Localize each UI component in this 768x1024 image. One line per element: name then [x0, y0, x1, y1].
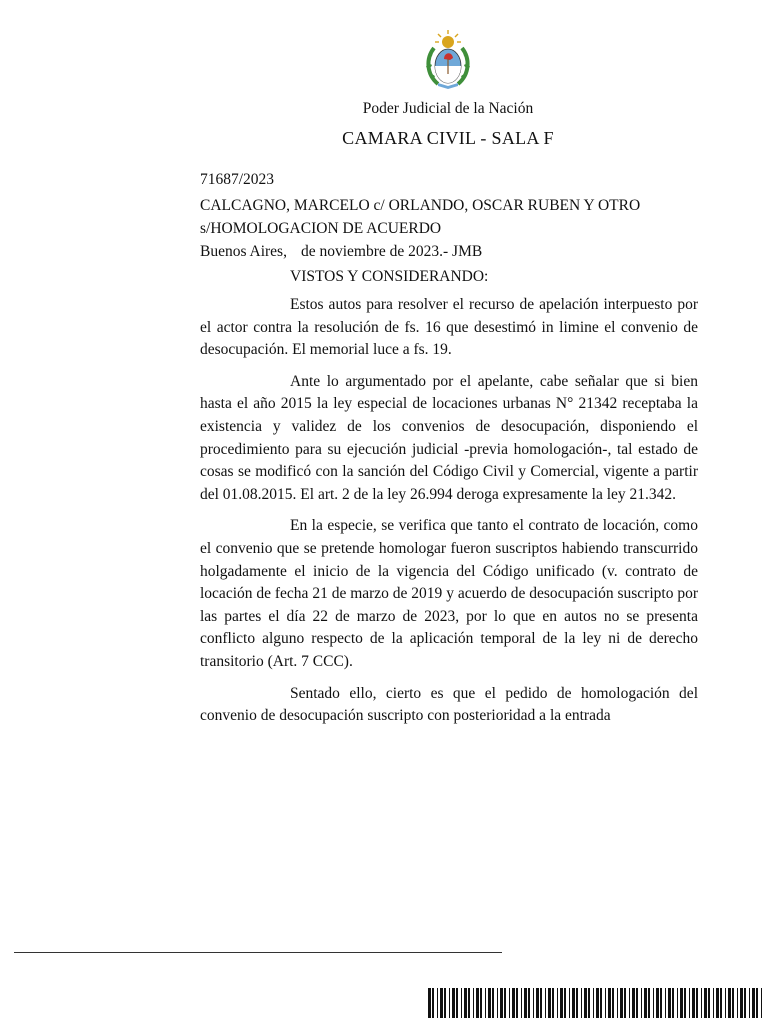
date-value: de noviembre de 2023.- JMB — [300, 243, 483, 260]
paragraph: Sentado ello, cierto es que el pedido de homologación del convenio de desocupación suscripto con posterioridad a la entrada — [200, 684, 698, 725]
coat-of-arms-icon — [424, 28, 472, 90]
paragraph: Estos autos para resolver el recurso de apelación interpuesto por el actor contra la resolución de fs. 16 que desestimó in limine el convenio de desocupación. El memorial luce a fs. 19. — [200, 296, 698, 359]
resolution-body — [200, 294, 698, 737]
case-caption: CALCAGNO, MARCELO c/ ORLANDO, OSCAR RUBEN Y OTRO s/HOMOLOGACION DE ACUERDO — [200, 197, 641, 237]
section-heading: VISTOS Y CONSIDERANDO: — [290, 268, 489, 285]
organization-name: Poder Judicial de la Nación — [362, 100, 534, 117]
case-number: 71687/2023 — [200, 171, 275, 188]
footer-divider — [14, 952, 502, 953]
barcode-icon — [428, 988, 764, 1018]
date-line — [200, 240, 698, 263]
date-place: Buenos Aires, — [200, 243, 287, 260]
paragraph: En la especie, se verifica que tanto el contrato de locación, como el convenio que se pretende homologar fueron suscriptos habiendo transcurrido holgadamente el inicio de la vigencia del Código unificado (v. contrato de locación de fecha 21 de marzo de 2019 y acuerdo de desocupación suscripto por las partes el día 22 de marzo de 2023, por lo que en autos no se presenta conflicto alguno respecto de la aplicación temporal de la ley ni de derecho transitorio (Art. 7 CCC). — [200, 517, 698, 670]
paragraph: Ante lo argumentado por el apelante, cabe señalar que si bien hasta el año 2015 la ley especial de locaciones urbanas N° 21342 receptaba la existencia y validez de los convenios de desocupación, disponiendo el procedimiento para su ejecución judicial -previa homologación-, tal estado de cosas se modificó con la sanción del Código Civil y Comercial, vigente a partir del 01.08.2015. El art. 2 de la ley 26.994 deroga expresamente la ley 21.342. — [200, 372, 698, 503]
court-name: CAMARA CIVIL - SALA F — [342, 128, 554, 148]
